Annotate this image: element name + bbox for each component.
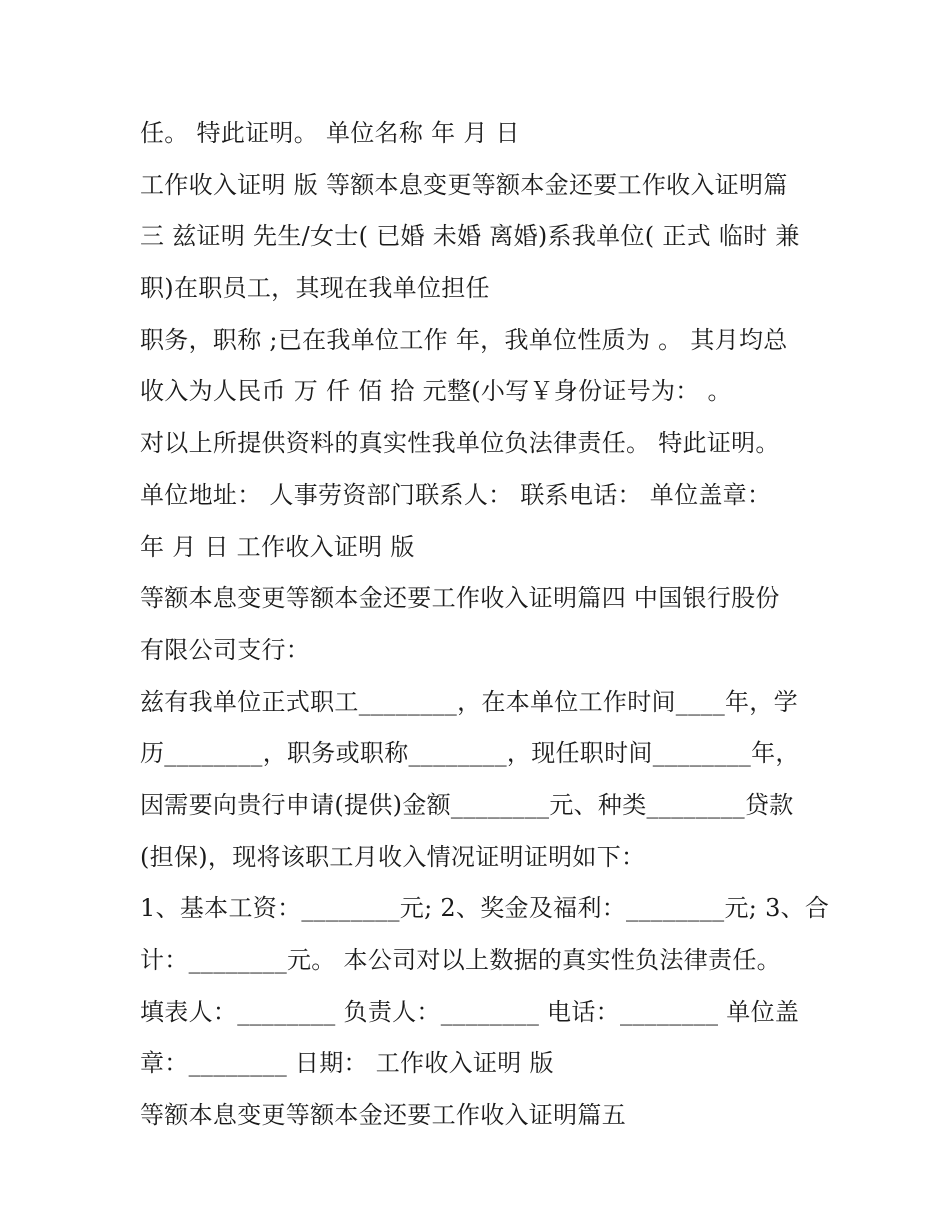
text-line-18: 填表人：________ 负责人：________ 电话：________ 单位盖 <box>140 997 800 1026</box>
text-line-16: 1、基本工资：________元; 2、奖金及福利：________元; 3、合 <box>140 894 830 923</box>
text-line-20: 等额本息变更等额本金还要工作收入证明篇五 <box>140 1101 626 1130</box>
text-line-10: 等额本息变更等额本金还要工作收入证明篇四 中国银行股份 <box>140 584 780 613</box>
text-line-17: 计：________元。 本公司对以上数据的真实性负法律责任。 <box>140 946 781 974</box>
text-line-8: 单位地址： 人事劳资部门联系人： 联系电话： 单位盖章： <box>140 480 772 509</box>
text-line-11: 有限公司支行： <box>140 635 311 664</box>
text-line-5: 职务，职称 ;已在我单位工作 年，我单位性质为 。 其月均总 <box>140 325 788 354</box>
text-line-7: 对以上所提供资料的真实性我单位负法律责任。 特此证明。 <box>140 429 780 458</box>
text-line-13: 历________，职务或职称________，现任职时间________年， <box>140 739 800 768</box>
text-line-19: 章：________ 日期： 工作收入证明 版 <box>140 1049 554 1078</box>
text-line-4: 职)在职员工，其现在我单位担任 <box>140 274 490 303</box>
text-line-12: 兹有我单位正式职工________，在本单位工作时间____年，学 <box>140 687 798 716</box>
text-line-3: 三 兹证明 先生/女士( 已婚 未婚 离婚)系我单位( 正式 临时 兼 <box>140 222 800 251</box>
text-line-2: 工作收入证明 版 等额本息变更等额本金还要工作收入证明篇 <box>140 170 788 199</box>
text-line-9: 年 月 日 工作收入证明 版 <box>140 532 415 561</box>
text-line-6: 收入为人民币 万 仟 佰 拾 元整(小写￥身份证号为： 。 <box>140 377 732 406</box>
text-line-15: (担保)，现将该职工月收入情况证明证明如下： <box>140 842 646 871</box>
document-body <box>140 108 830 1142</box>
text-line-14: 因需要向贵行申请(提供)金额________元、种类________贷款 <box>140 790 794 819</box>
text-line-1: 任。 特此证明。 单位名称 年 月 日 <box>140 119 520 147</box>
